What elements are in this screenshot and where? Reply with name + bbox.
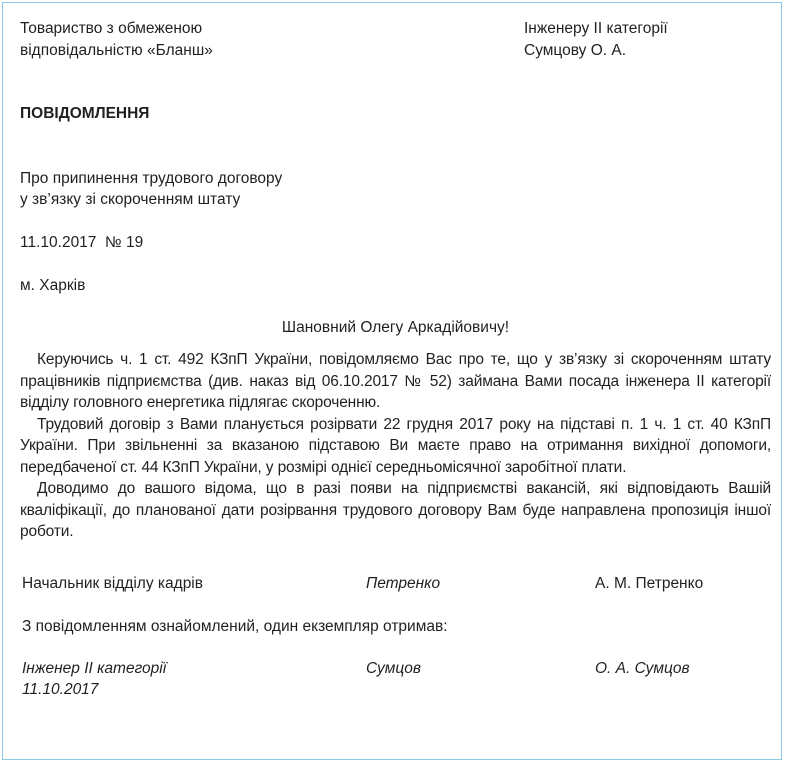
document-title: ПОВІДОМЛЕННЯ [20, 105, 150, 122]
paragraph-2: Трудовий договір з Вами планується розірвати 22 грудня 2017 року на підставі п. 1 ч. 1 ст. 40 КЗпП України. При звільненні за вказаною підставою Ви маєте право на отримання вихідної допомоги, передбаченої ст. 44 КЗпП України, у розмірі однієї середньомісячної заробітної плати. [20, 415, 771, 476]
employee-name: О. А. Сумцов [595, 660, 690, 677]
date-and-number: 11.10.2017 № 19 [20, 234, 144, 251]
place-of-issue: м. Харків [20, 277, 86, 294]
sender-org-line2: відповідальністю «Бланш» [20, 42, 213, 59]
salutation: Шановний Олегу Аркадійовичу! [281, 319, 510, 336]
employee-date: 11.10.2017 [22, 681, 99, 698]
paragraph-3: Доводимо до вашого відома, що в разі появи на підприємстві вакансій, які відповідають Вашій кваліфікації, до планованої дати розірвання трудового договору Вам буде направлена пропозиція іншої роботи. [20, 480, 771, 540]
letter-body [20, 349, 771, 543]
head-name: А. М. Петренко [595, 575, 704, 592]
recipient-position: Інженеру ІІ категорії [524, 20, 668, 37]
sender-org-line1: Товариство з обмеженою [20, 20, 203, 37]
acknowledgement-text: З повідомленням ознайомлений, один екземпляр отримав: [22, 618, 448, 635]
employee-position: Інженер ІІ категорії [22, 660, 167, 677]
subject-line2: у зв’язку зі скороченням штату [20, 191, 241, 208]
recipient-name: Сумцову О. А. [524, 42, 627, 59]
paragraph-1: Керуючись ч. 1 ст. 492 КЗпП України, повідомляємо Вас про те, що у зв’язку зі скороченням штату працівників підприємства (див. наказ від 06.10.2017 № 52) займана Вами посада інженера ІІ категорії відділу головного енергетика підлягає скороченню. [20, 351, 771, 411]
head-position: Начальник відділу кадрів [22, 575, 203, 592]
head-signature: Петренко [366, 575, 441, 592]
employee-signature: Сумцов [366, 660, 421, 677]
subject-line1: Про припинення трудового договору [20, 170, 283, 187]
